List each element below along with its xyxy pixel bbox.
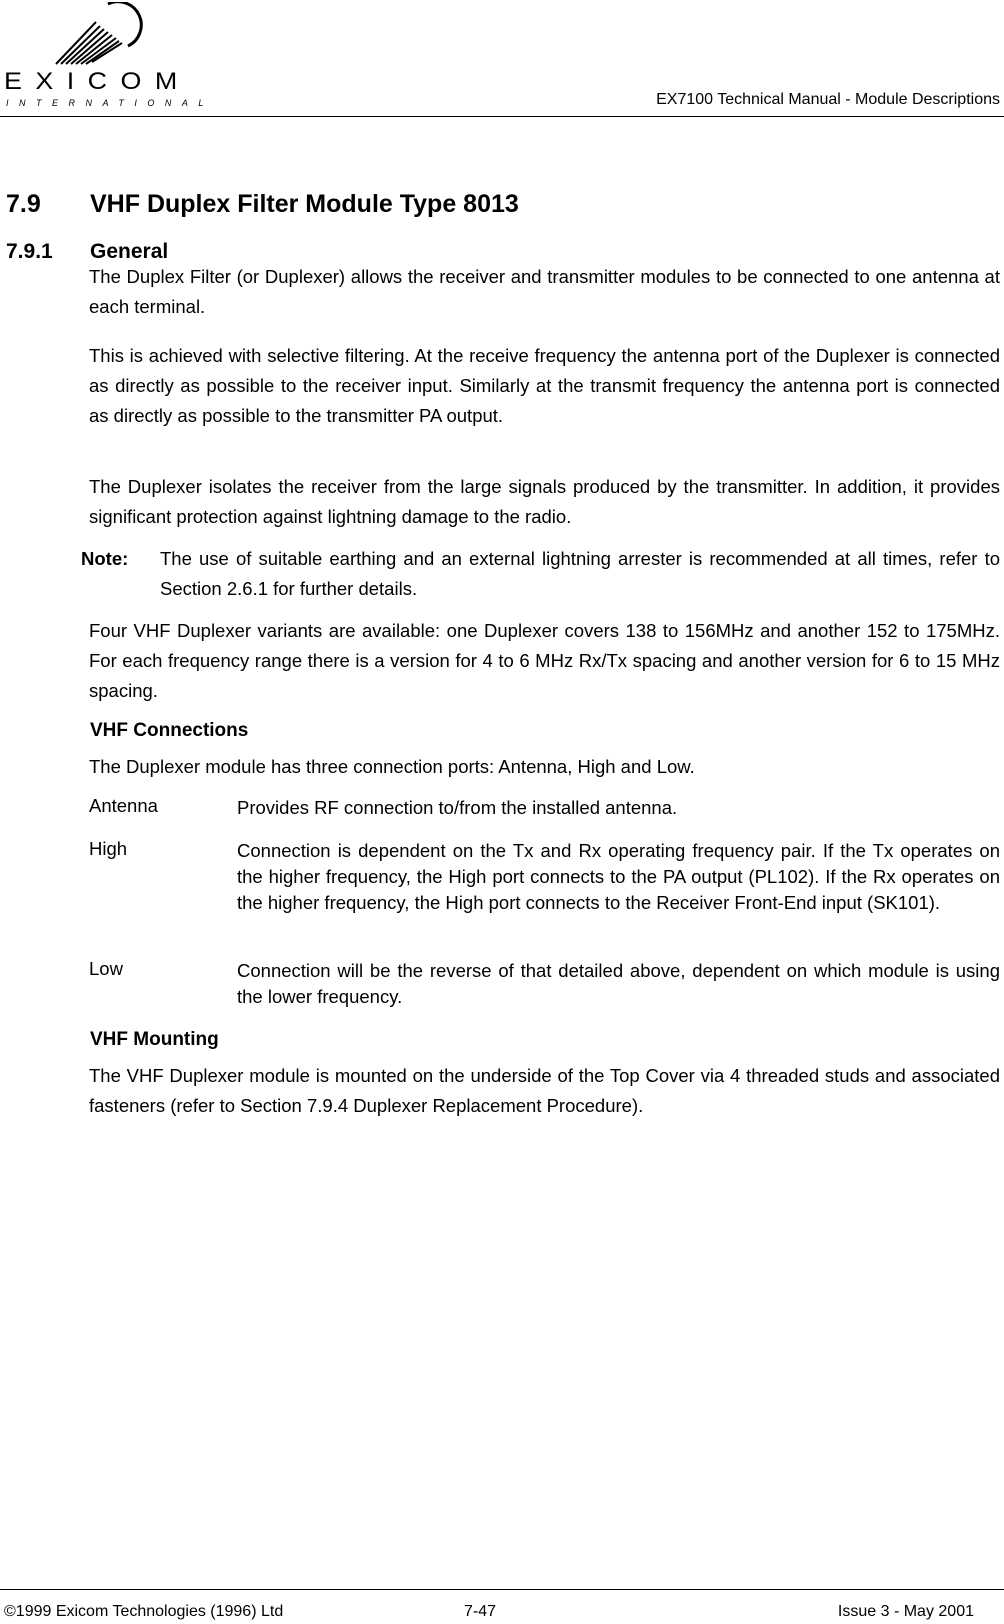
document-title: EX7100 Technical Manual - Module Descriptions <box>656 91 1000 108</box>
port-row-low <box>89 958 1000 1010</box>
section-title: VHF Duplex Filter Module Type 8013 <box>90 190 519 218</box>
paragraph-variants: Four VHF Duplexer variants are available: one Duplexer covers 138 to 156MHz and another 152 to 175MHz. For each frequency range there is a version for 4 to 6 MHz Rx/Tx spacing and another version for 6 to 15 MHz spacing. <box>89 620 1000 701</box>
note-text: The use of suitable earthing and an external lightning arrester is recommended at all times, refer to Section 2.6.1 for further details. <box>160 548 1000 599</box>
port-term: Antenna <box>89 795 158 816</box>
logo-wordmark: EXICOM <box>4 68 191 95</box>
port-description: Provides RF connection to/from the installed antenna. <box>237 797 678 818</box>
section-heading <box>6 190 519 219</box>
footer-copyright: ©1999 Exicom Technologies (1996) Ltd <box>4 1603 284 1620</box>
subsection-number: 7.9.1 <box>6 240 53 263</box>
subsection-heading <box>6 240 168 264</box>
port-row-antenna <box>89 795 1000 821</box>
header-divider <box>0 116 1004 117</box>
port-description: Connection is dependent on the Tx and Rx operating frequency pair. If the Tx operates on the higher frequency, the High port connects to the PA output (PL102). If the Rx operates on the higher frequency, the High port connects to the Receiver Front-End input (SK101). <box>237 840 1000 913</box>
subsection-title: General <box>90 240 169 263</box>
section-number: 7.9 <box>6 190 41 218</box>
mounting-heading: VHF Mounting <box>90 1029 219 1050</box>
connections-heading: VHF Connections <box>90 720 249 741</box>
footer-divider <box>0 1589 1004 1590</box>
exicom-logo <box>4 2 214 110</box>
note-label: Note: <box>81 548 129 569</box>
paragraph-filtering: This is achieved with selective filtering. At the receive frequency the antenna port of the Duplexer is connected as directly as possible to the receiver input. Similarly at the transmit frequency the antenna port is connected as directly as possible to the transmitter PA output. <box>89 345 1000 426</box>
paragraph-intro: The Duplex Filter (or Duplexer) allows the receiver and transmitter modules to be connected to one antenna at each terminal. <box>89 266 1000 317</box>
comet-icon <box>4 2 170 68</box>
port-row-high <box>89 838 1000 916</box>
footer-page-number: 7-47 <box>464 1603 497 1620</box>
port-description: Connection will be the reverse of that detailed above, dependent on which module is using the lower frequency. <box>237 960 1000 1007</box>
port-term: Low <box>89 958 123 979</box>
paragraph-isolation: The Duplexer isolates the receiver from the large signals produced by the transmitter. In addition, it provides significant protection against lightning damage to the radio. <box>89 476 1000 527</box>
footer-issue: Issue 3 - May 2001 <box>837 1603 974 1620</box>
mounting-text: The VHF Duplexer module is mounted on the underside of the Top Cover via 4 threaded studs and associated fasteners (refer to Section 7.9.4 Duplexer Replacement Procedure). <box>89 1065 1000 1116</box>
connections-intro: The Duplexer module has three connection ports: Antenna, High and Low. <box>89 756 695 777</box>
port-term: High <box>89 838 128 859</box>
note-block <box>81 544 1000 604</box>
logo-subtitle: INTERNATIONAL <box>6 98 214 108</box>
